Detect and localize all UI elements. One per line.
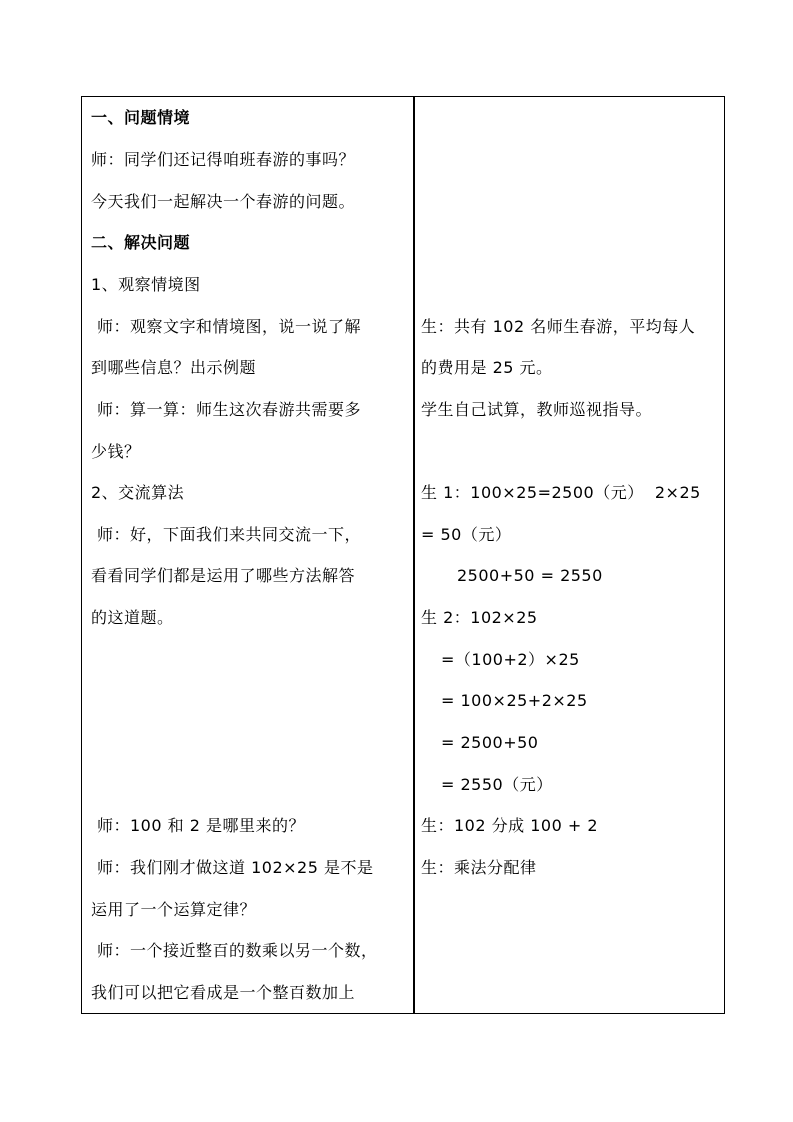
right-line: 学生自己试算，教师巡视指导。: [421, 400, 653, 419]
left-line: 师：算一算：师生这次春游共需要多: [97, 400, 362, 419]
left-line: 一、问题情境: [91, 108, 191, 127]
left-line: 1、观察情境图: [91, 275, 201, 294]
right-line: = 100×25+2×25: [441, 691, 588, 710]
left-line: 今天我们一起解决一个春游的问题。: [91, 192, 356, 211]
left-line: 少钱？: [91, 442, 141, 461]
left-line: 师：我们刚才做这道 102×25 是不是: [97, 858, 374, 877]
left-line: 师：一个接近整百的数乘以另一个数，: [97, 941, 378, 960]
right-line: 生：102 分成 100 + 2: [421, 816, 599, 835]
right-line: 生：乘法分配律: [421, 858, 537, 877]
left-line: 2、交流算法: [91, 483, 185, 502]
left-line: 师：观察文字和情境图，说一说了解: [97, 317, 362, 336]
column-divider: [413, 97, 415, 1013]
left-line: 的这道题。: [91, 608, 174, 627]
right-line: 生 2：102×25: [421, 608, 538, 627]
left-line: 到哪些信息？出示例题: [91, 358, 257, 377]
right-line: 的费用是 25 元。: [421, 358, 553, 377]
left-line: 师：好，下面我们来共同交流一下，: [97, 525, 362, 544]
right-line: =（100+2）×25: [441, 650, 580, 669]
right-line: = 50（元）: [421, 525, 512, 544]
right-line: = 2550（元）: [441, 775, 553, 794]
right-line: 生：共有 102 名师生春游，平均每人: [421, 317, 696, 336]
left-line: 运用了一个运算定律？: [91, 900, 257, 919]
left-line: 我们可以把它看成是一个整百数加上: [91, 983, 356, 1002]
left-line: 二、解决问题: [91, 233, 191, 252]
left-line: 师：100 和 2 是哪里来的？: [97, 816, 305, 835]
right-line: 2500+50 = 2550: [457, 566, 603, 585]
right-line: = 2500+50: [441, 733, 539, 752]
right-line: 生 1：100×25=2500（元） 2×25: [421, 483, 701, 502]
left-line: 师：同学们还记得咱班春游的事吗？: [91, 150, 356, 169]
left-line: 看看同学们都是运用了哪些方法解答: [91, 566, 356, 585]
